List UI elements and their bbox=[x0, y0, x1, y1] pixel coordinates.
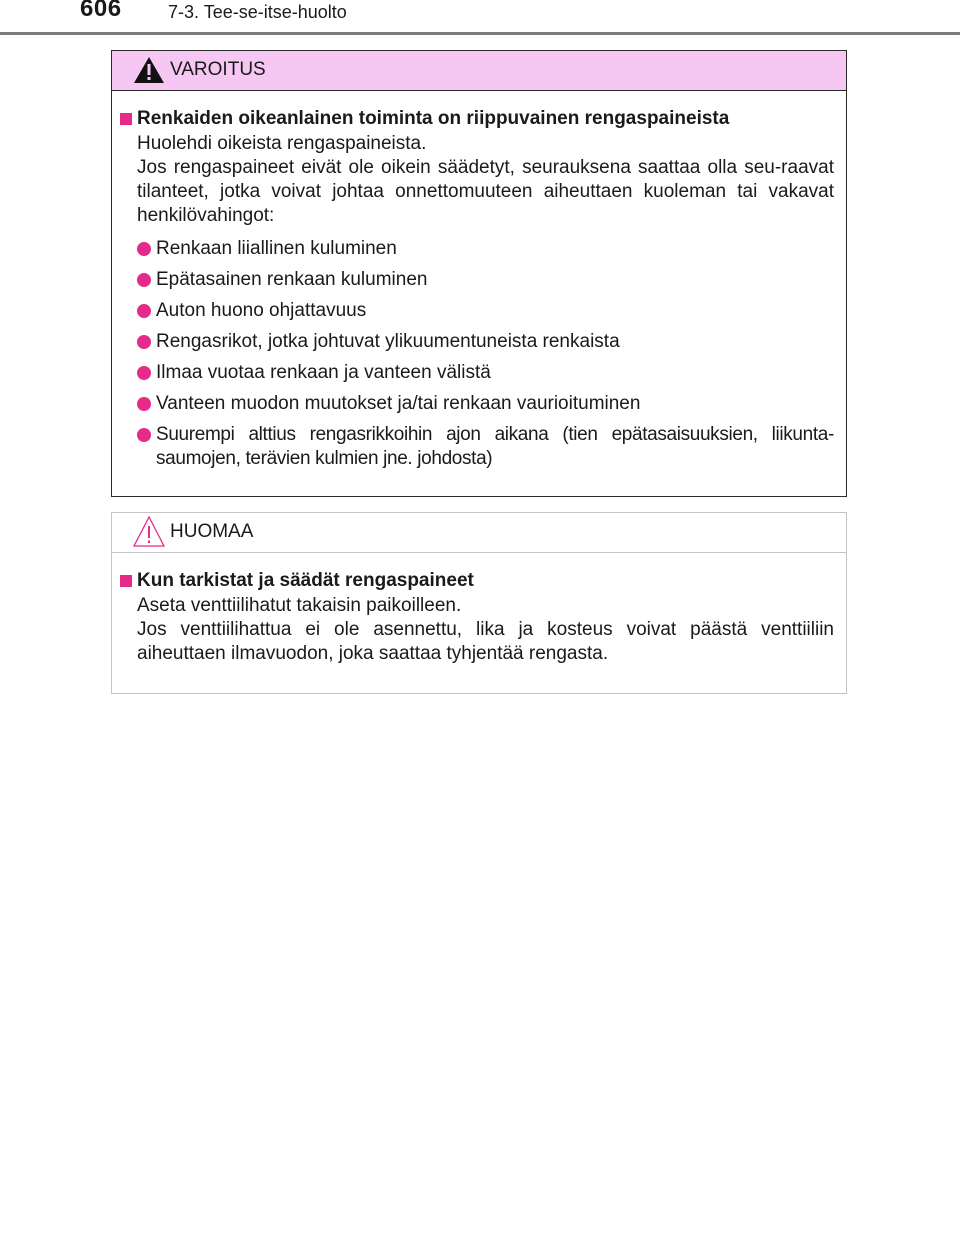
bullet-dot-icon bbox=[137, 304, 151, 318]
warning-bullet-list bbox=[137, 237, 834, 471]
warning-paragraph: Huolehdi oikeista rengaspaineista. bbox=[137, 133, 427, 154]
list-item bbox=[137, 361, 834, 385]
square-bullet-icon bbox=[120, 575, 132, 587]
list-item-text: Ilmaa vuotaa renkaan ja vanteen välistä bbox=[156, 362, 491, 383]
list-item bbox=[137, 268, 834, 292]
list-item-text: Vanteen muodon muutokset ja/tai renkaan vaurioituminen bbox=[156, 393, 641, 414]
list-item-text: Renkaan liiallinen kuluminen bbox=[156, 238, 397, 259]
list-item bbox=[137, 330, 834, 354]
bullet-dot-icon bbox=[137, 242, 151, 256]
bullet-dot-icon bbox=[137, 335, 151, 349]
notice-box bbox=[111, 512, 847, 694]
notice-body bbox=[112, 553, 846, 666]
warning-header bbox=[112, 51, 846, 91]
warning-triangle-icon bbox=[132, 55, 166, 85]
warning-paragraph: Jos rengaspaineet eivät ole oikein säädetyt, seurauksena saattaa olla seu-raavat tilanteet, jotka voivat johtaa onnettomuuteen aiheuttaen kuoleman tai vakavat henkilövahingot: bbox=[137, 157, 834, 226]
bullet-dot-icon bbox=[137, 428, 151, 442]
warning-label: VAROITUS bbox=[170, 59, 266, 80]
notice-heading bbox=[120, 569, 834, 593]
header-divider bbox=[0, 32, 960, 35]
bullet-dot-icon bbox=[137, 366, 151, 380]
warning-heading-text: Renkaiden oikeanlainen toiminta on riippuvainen rengaspaineista bbox=[137, 108, 730, 129]
notice-paragraph: Aseta venttiilihatut takaisin paikoilleen. bbox=[137, 595, 462, 616]
list-item-text: Epätasainen renkaan kuluminen bbox=[156, 269, 428, 290]
caution-triangle-outline-icon bbox=[132, 515, 166, 549]
list-item-text: Auton huono ohjattavuus bbox=[156, 300, 367, 321]
warning-heading bbox=[120, 107, 834, 131]
bullet-dot-icon bbox=[137, 397, 151, 411]
warning-body bbox=[112, 91, 846, 471]
notice-paragraph: Jos venttiilihattua ei ole asennettu, lika ja kosteus voivat päästä venttiiliin aiheuttaen ilmavuodon, joka saattaa tyhjentää rengasta. bbox=[137, 619, 834, 664]
square-bullet-icon bbox=[120, 113, 132, 125]
list-item-text: Suurempi alttius rengasrikkoihin ajon aikana (tien epätasaisuuksien, liikunta-saumojen, terävien kulmien jne. johdosta) bbox=[156, 424, 834, 469]
page-header bbox=[0, 0, 960, 36]
list-item bbox=[137, 392, 834, 416]
list-item bbox=[137, 237, 834, 261]
page-number: 606 bbox=[80, 0, 122, 22]
list-item-text: Rengasrikot, jotka johtuvat ylikuumentuneista renkaista bbox=[156, 331, 620, 352]
warning-box bbox=[111, 50, 847, 497]
notice-label: HUOMAA bbox=[170, 521, 254, 542]
list-item bbox=[137, 423, 834, 471]
bullet-dot-icon bbox=[137, 273, 151, 287]
section-title: 7-3. Tee-se-itse-huolto bbox=[168, 2, 347, 22]
list-item bbox=[137, 299, 834, 323]
notice-heading-text: Kun tarkistat ja säädät rengaspaineet bbox=[137, 570, 474, 591]
notice-header bbox=[112, 513, 846, 553]
